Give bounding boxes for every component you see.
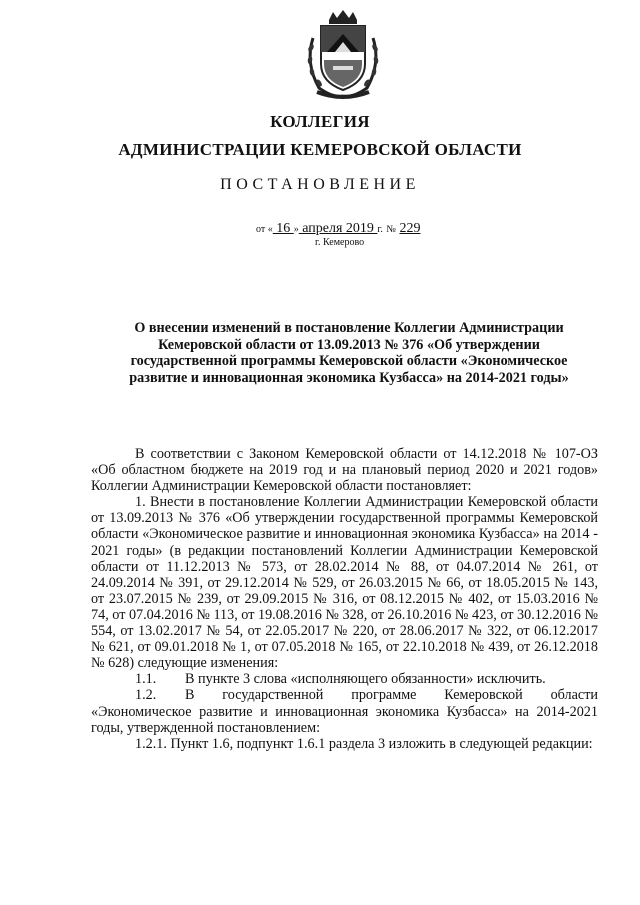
item-1-2-1-paragraph: 1.2.1. Пункт 1.6, подпункт 1.6.1 раздела 3 изложить в следующей редакции: (135, 735, 593, 752)
date-month-year: апреля 2019 (298, 221, 378, 236)
item-1-2-text: В государственной программе Кемеровской области «Экономическое развитие и инновационная экономика Кузбасса» на 2014-2021 годы, утвержденной постановлением: (91, 687, 598, 736)
date-day: 16 (272, 221, 294, 236)
item-1-2-number: 1.2. (135, 687, 157, 704)
item-1-paragraph: 1. Внести в постановление Коллегии Администрации Кемеровской области от 13.09.2013 № 376 «Об утверждении государственной программы Кемеровской области «Экономическое развитие и инновационная экономика Кузбасса» на 2014 - 2021 годы» (в редакции постановлений Коллегии Администрации Кемеровской области от 11.12.2013 № 573, от 28.02.2014 № 88, от 04.07.2014 № 261, от 24.09.2014 № 391, от 29.12.2014 № 529, от 26.03.2015 № 66, от 18.05.2015 № 143, от 23.07.2015 № 239, от 29.09.2015 № 316, от 08.12.2015 № 402, от 15.03.2016 № 74, от 07.04.2016 № 113, от 19.08.2016 № 328, от 26.10.2016 № 423, от 30.12.2016 № 554, от 13.02.2017 № 54, от 22.05.2017 № 220, от 28.06.2017 № 322, от 06.12.2017 № 621, от 09.01.2018 № 1, от 07.05.2018 № 165, от 22.10.2018 № 439, от 26.12.2018 № 628) следующие изменения: (91, 494, 598, 672)
document-body (91, 446, 598, 752)
item-1-1-number: 1.1. (135, 671, 157, 688)
date-day-close: » (293, 224, 299, 235)
item-1-2-paragraph (91, 687, 598, 735)
preamble-paragraph: В соответствии с Законом Кемеровской области от 14.12.2018 № 107-ОЗ «Об областном бюджете на 2019 год и на плановый период 2020 и 2021 годов» Коллегии Администрации Кемеровской области постановляет: (91, 446, 598, 495)
number-label: № (386, 224, 396, 235)
org-title-line2: АДМИНИСТРАЦИИ КЕМЕРОВСКОЙ ОБЛАСТИ (118, 140, 522, 159)
item-1-1-paragraph (91, 671, 598, 687)
item-1-1-text: В пункте 3 слова «исполняющего обязанности» исключить. (185, 671, 546, 688)
date-from-label: от « (256, 224, 273, 235)
org-title-line1: КОЛЛЕГИЯ (270, 112, 370, 131)
document-subject: О внесении изменений в постановление Коллегии Администрации Кемеровской области от 13.09.2013 № 376 «Об утверждении государственной программы Кемеровской области «Экономическое развитие и инновационная экономика Кузбасса» на 2014-2021 годы» (129, 320, 569, 386)
city-label: г. Кемерово (315, 237, 365, 248)
date-year-suffix: г. (377, 224, 383, 235)
date-number-line (256, 221, 420, 237)
document-type: ПОСТАНОВЛЕНИЕ (220, 176, 420, 193)
coat-of-arms-icon (299, 8, 387, 100)
document-number: 229 (399, 221, 421, 236)
